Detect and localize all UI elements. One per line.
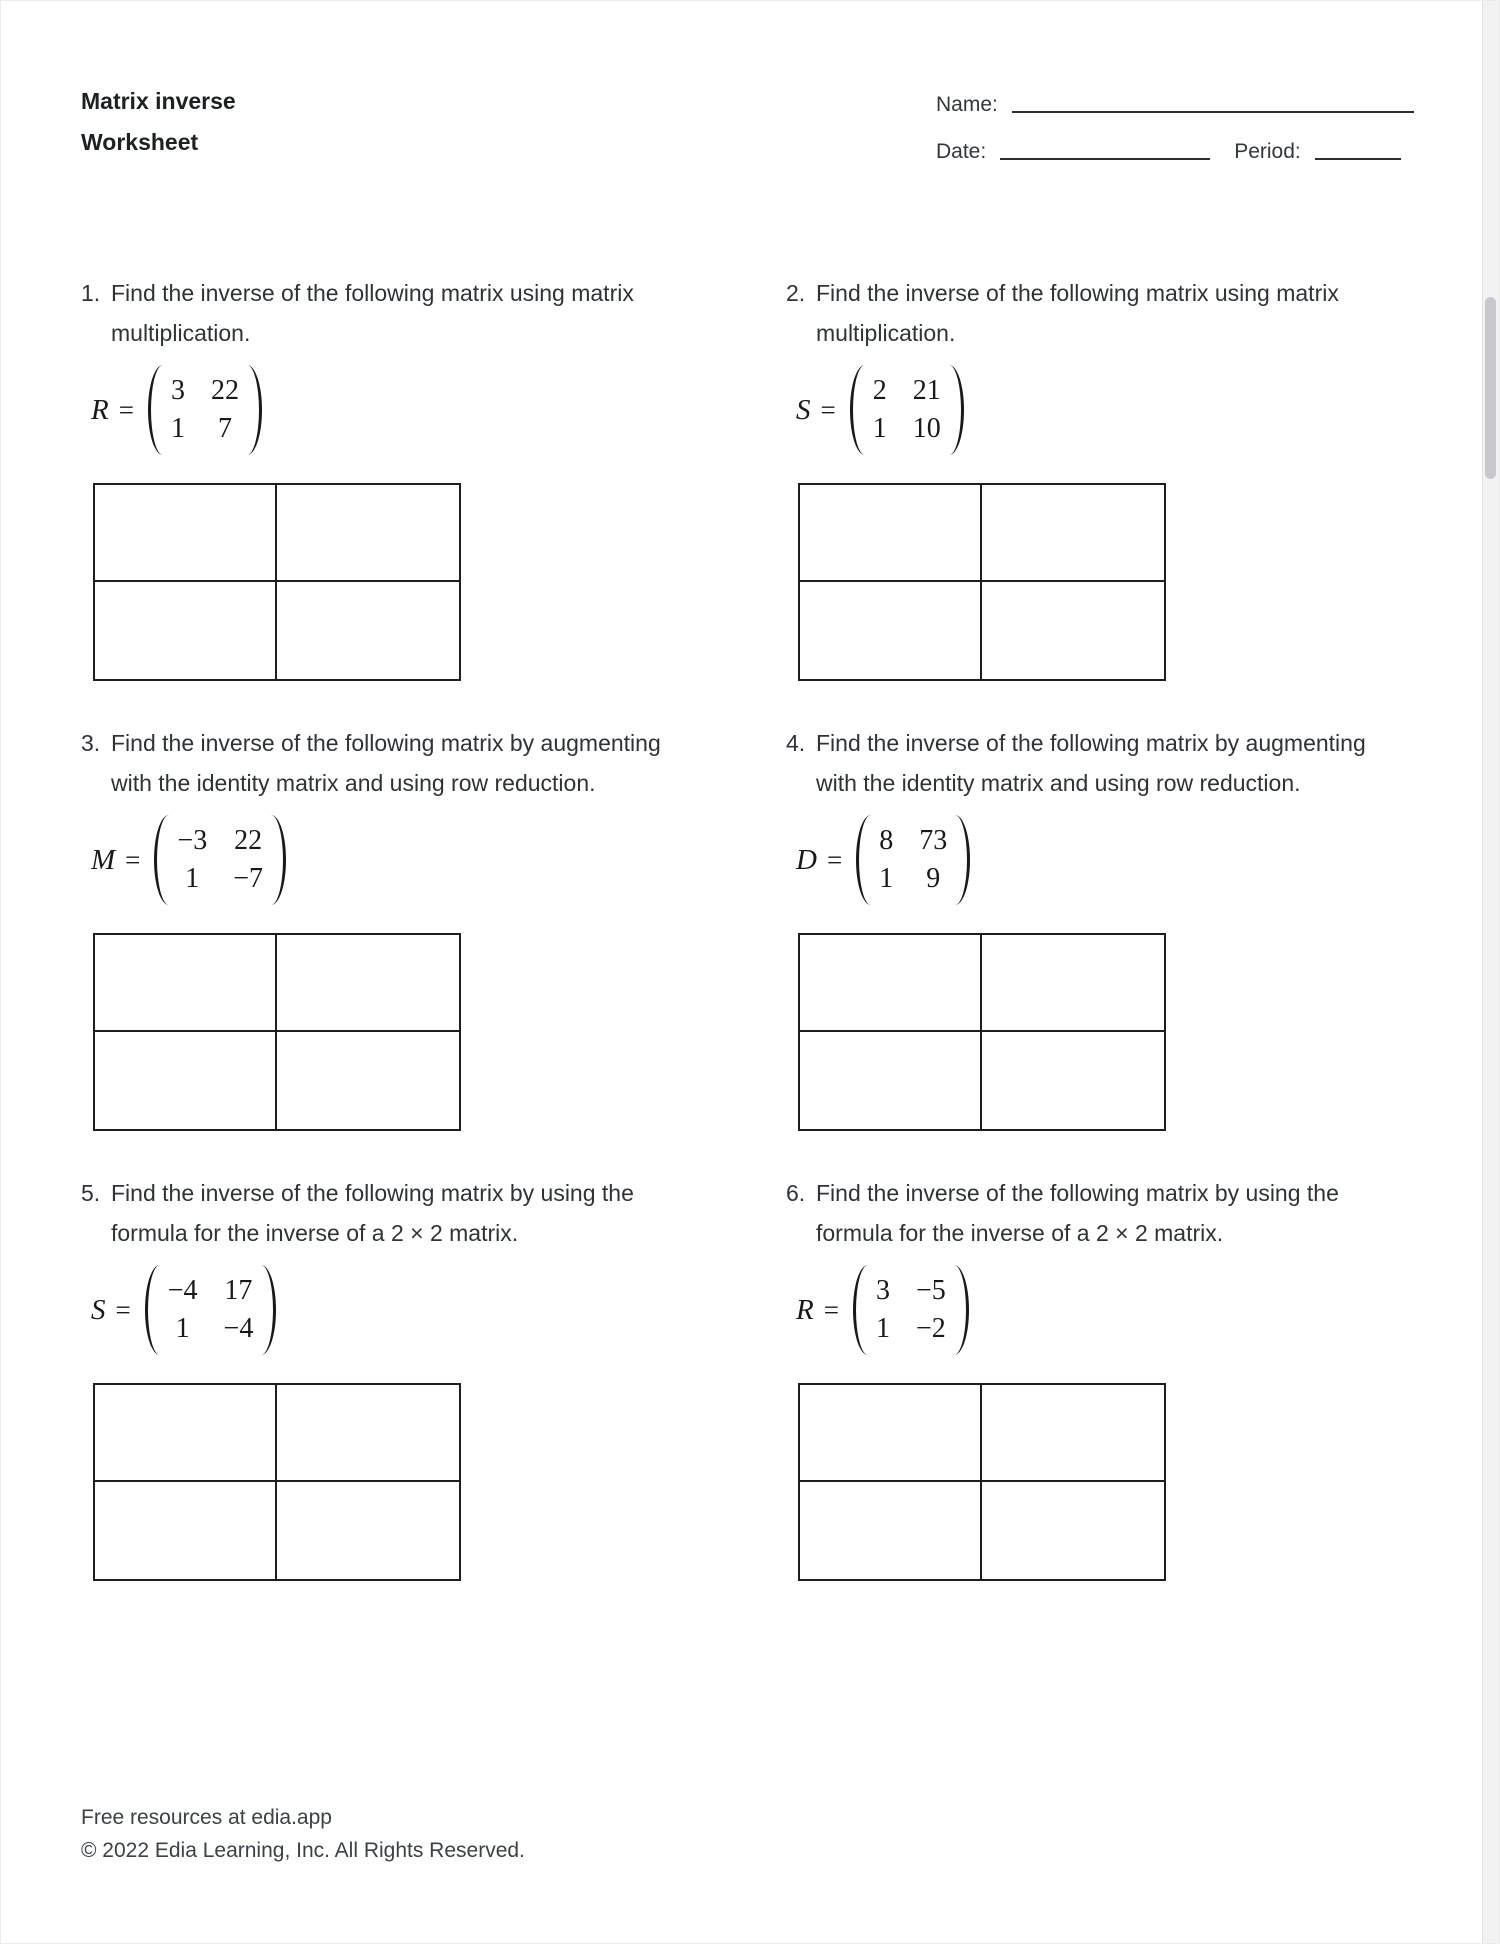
matrix-expression	[91, 1265, 696, 1355]
matrix-entry: 1	[879, 863, 894, 894]
problem-4-text	[786, 723, 1401, 803]
equals-sign: =	[820, 394, 836, 425]
matrix-entry: 21	[912, 375, 941, 406]
name-blank-line	[1012, 111, 1414, 113]
footer-copyright-line: © 2022 Edia Learning, Inc. All Rights Reserved.	[81, 1839, 525, 1862]
problem-1-text	[81, 273, 696, 353]
answer-cell	[95, 1482, 277, 1579]
date-blank-line	[1000, 158, 1210, 160]
matrix-expression	[91, 365, 696, 455]
problem-5	[81, 1173, 696, 1581]
matrix-entry: 17	[224, 1275, 253, 1306]
date-label: Date:	[936, 140, 987, 163]
right-paren-icon	[955, 815, 970, 905]
left-paren-icon	[850, 365, 865, 455]
name-label: Name:	[936, 93, 998, 116]
equals-sign: =	[118, 394, 134, 425]
matrix-expression	[796, 365, 1401, 455]
right-paren-icon	[949, 365, 964, 455]
answer-cell	[95, 1385, 277, 1482]
matrix-expression	[796, 815, 1401, 905]
problem-number: 6.	[786, 1180, 806, 1206]
matrix-variable: R	[796, 1293, 814, 1326]
answer-cell	[800, 485, 982, 582]
matrix-expression	[796, 1265, 1401, 1355]
equals-sign: =	[115, 1294, 131, 1325]
student-info-block	[936, 93, 1414, 187]
page-subtitle: Worksheet	[81, 129, 199, 155]
matrix-variable: S	[796, 393, 811, 426]
answer-cell	[800, 1385, 982, 1482]
right-paren-icon	[271, 815, 286, 905]
scrollbar-track[interactable]	[1482, 1, 1499, 1944]
left-paren-icon	[154, 815, 169, 905]
answer-cell	[277, 1385, 459, 1482]
problem-3	[81, 723, 696, 1131]
matrix-entry: 9	[926, 863, 941, 894]
answer-grid	[93, 933, 461, 1131]
equals-sign: =	[826, 844, 843, 875]
answer-cell	[982, 1032, 1164, 1129]
answer-cell	[982, 1385, 1164, 1482]
problem-statement: Find the inverse of the following matrix by using the formula for the inverse of a 2 × 2 matrix.	[816, 1180, 1339, 1246]
problem-number: 2.	[786, 280, 806, 306]
matrix-variable: D	[796, 843, 817, 876]
problem-number: 5.	[81, 1180, 101, 1206]
matrix-entry: 1	[170, 413, 185, 444]
problem-6	[786, 1173, 1401, 1581]
answer-cell	[277, 1482, 459, 1579]
right-paren-icon	[247, 365, 262, 455]
right-paren-icon	[261, 1265, 276, 1355]
problem-4	[786, 723, 1401, 1131]
matrix-variable: M	[91, 843, 116, 876]
name-row	[936, 93, 1414, 117]
matrix-entry: 22	[210, 375, 239, 406]
answer-cell	[95, 1032, 277, 1129]
problem-3-text	[81, 723, 696, 803]
period-label: Period:	[1234, 140, 1301, 163]
matrix-entry: 1	[175, 1313, 190, 1344]
problem-1	[81, 273, 696, 681]
matrix-entry: −3	[177, 825, 208, 856]
answer-grid	[798, 933, 1166, 1131]
problem-6-text	[786, 1173, 1401, 1253]
answer-cell	[277, 485, 459, 582]
equals-sign: =	[823, 1294, 839, 1325]
matrix-entries	[875, 826, 951, 894]
matrix-entry: −5	[915, 1275, 946, 1306]
matrix-entry: 3	[170, 375, 185, 406]
answer-cell	[982, 1482, 1164, 1579]
matrix-entries	[173, 826, 267, 894]
matrix-entry: −2	[915, 1313, 946, 1344]
right-paren-icon	[954, 1265, 969, 1355]
answer-cell	[95, 582, 277, 679]
problem-statement: Find the inverse of the following matrix by augmenting with the identity matrix and using row reduction.	[816, 730, 1366, 796]
answer-cell	[800, 1482, 982, 1579]
problem-5-text	[81, 1173, 696, 1253]
left-paren-icon	[145, 1265, 160, 1355]
answer-cell	[800, 935, 982, 1032]
matrix-entry: 73	[919, 825, 948, 856]
matrix-entries	[869, 376, 945, 444]
answer-grid	[798, 483, 1166, 681]
matrix-entry: 1	[185, 863, 200, 894]
matrix-variable: S	[91, 1293, 106, 1326]
problem-statement: Find the inverse of the following matrix using matrix multiplication.	[111, 280, 634, 346]
matrix-entry: 2	[872, 375, 887, 406]
problem-statement: Find the inverse of the following matrix by augmenting with the identity matrix and using row reduction.	[111, 730, 661, 796]
equals-sign: =	[125, 844, 141, 875]
answer-grid	[93, 483, 461, 681]
matrix-entry: 1	[872, 413, 887, 444]
answer-cell	[277, 582, 459, 679]
answer-grid	[798, 1383, 1166, 1581]
matrix-entry: −4	[167, 1275, 198, 1306]
matrix-entries	[164, 1276, 258, 1344]
answer-cell	[982, 935, 1164, 1032]
answer-cell	[277, 935, 459, 1032]
problem-statement: Find the inverse of the following matrix by using the formula for the inverse of a 2 × 2 matrix.	[111, 1180, 634, 1246]
answer-cell	[95, 485, 277, 582]
left-paren-icon	[853, 1265, 868, 1355]
matrix-entries	[167, 376, 243, 444]
matrix-entry: 22	[234, 825, 263, 856]
problem-statement: Find the inverse of the following matrix using matrix multiplication.	[816, 280, 1339, 346]
problem-number: 4.	[786, 730, 806, 756]
matrix-entry: 10	[912, 413, 941, 444]
matrix-expression	[91, 815, 696, 905]
answer-grid	[93, 1383, 461, 1581]
problem-number: 3.	[81, 730, 101, 756]
matrix-entry: 7	[217, 413, 232, 444]
answer-cell	[277, 1032, 459, 1129]
answer-cell	[982, 485, 1164, 582]
page-footer	[81, 1801, 525, 1867]
matrix-entry: −4	[223, 1313, 254, 1344]
matrix-entry: 8	[879, 825, 894, 856]
document-title-block	[81, 81, 236, 163]
left-paren-icon	[148, 365, 163, 455]
matrix-entries	[872, 1276, 950, 1344]
problem-number: 1.	[81, 280, 101, 306]
matrix-variable: R	[91, 393, 109, 426]
answer-cell	[982, 582, 1164, 679]
problems-grid	[81, 273, 1411, 1581]
footer-resources-line: Free resources at edia.app	[81, 1806, 332, 1829]
matrix-entry: 3	[875, 1275, 890, 1306]
scrollbar-thumb[interactable]	[1485, 297, 1496, 479]
date-period-row	[936, 140, 1414, 164]
matrix-entry: 1	[875, 1313, 890, 1344]
problem-2-text	[786, 273, 1401, 353]
left-paren-icon	[856, 815, 871, 905]
page-title: Matrix inverse	[81, 88, 236, 114]
period-blank-line	[1315, 158, 1401, 160]
answer-cell	[95, 935, 277, 1032]
answer-cell	[800, 582, 982, 679]
matrix-entry: −7	[233, 863, 263, 894]
problem-2	[786, 273, 1401, 681]
answer-cell	[800, 1032, 982, 1129]
